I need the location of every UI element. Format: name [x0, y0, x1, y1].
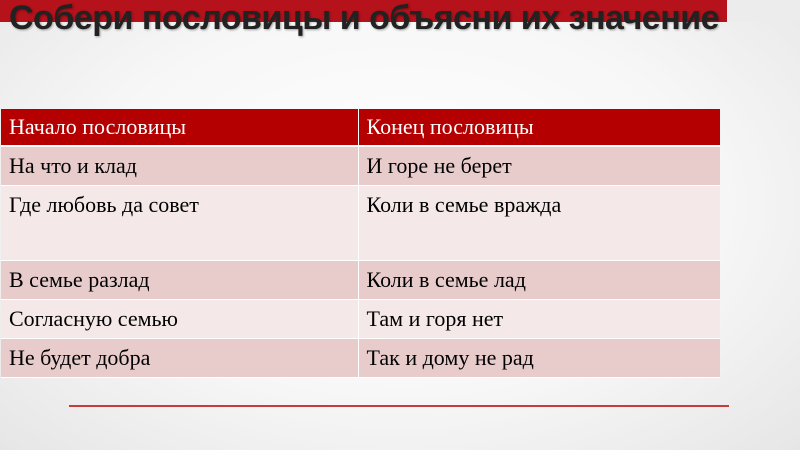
cell-ending: Так и дому не рад [358, 339, 720, 378]
cell-beginning: Согласную семью [1, 300, 358, 339]
slide-title: Собери пословицы и объясни их значение [9, 0, 720, 37]
cell-ending: Там и горя нет [358, 300, 720, 339]
top-right-strip [727, 0, 800, 22]
header-beginning: Начало пословицы [1, 109, 358, 146]
cell-ending: Коли в семье вражда [358, 186, 720, 261]
cell-beginning: Где любовь да совет [1, 186, 358, 261]
table-row [1, 186, 720, 261]
proverb-table [1, 109, 720, 378]
table-header-row [1, 109, 720, 146]
cell-beginning: Не будет добра [1, 339, 358, 378]
cell-ending: Коли в семье лад [358, 261, 720, 300]
bottom-divider [69, 405, 729, 407]
header-ending: Конец пословицы [358, 109, 720, 146]
table-row [1, 339, 720, 378]
table-row [1, 300, 720, 339]
table-row [1, 146, 720, 186]
cell-beginning: В семье разлад [1, 261, 358, 300]
cell-beginning: На что и клад [1, 146, 358, 186]
cell-ending: И горе не берет [358, 146, 720, 186]
table-row [1, 261, 720, 300]
